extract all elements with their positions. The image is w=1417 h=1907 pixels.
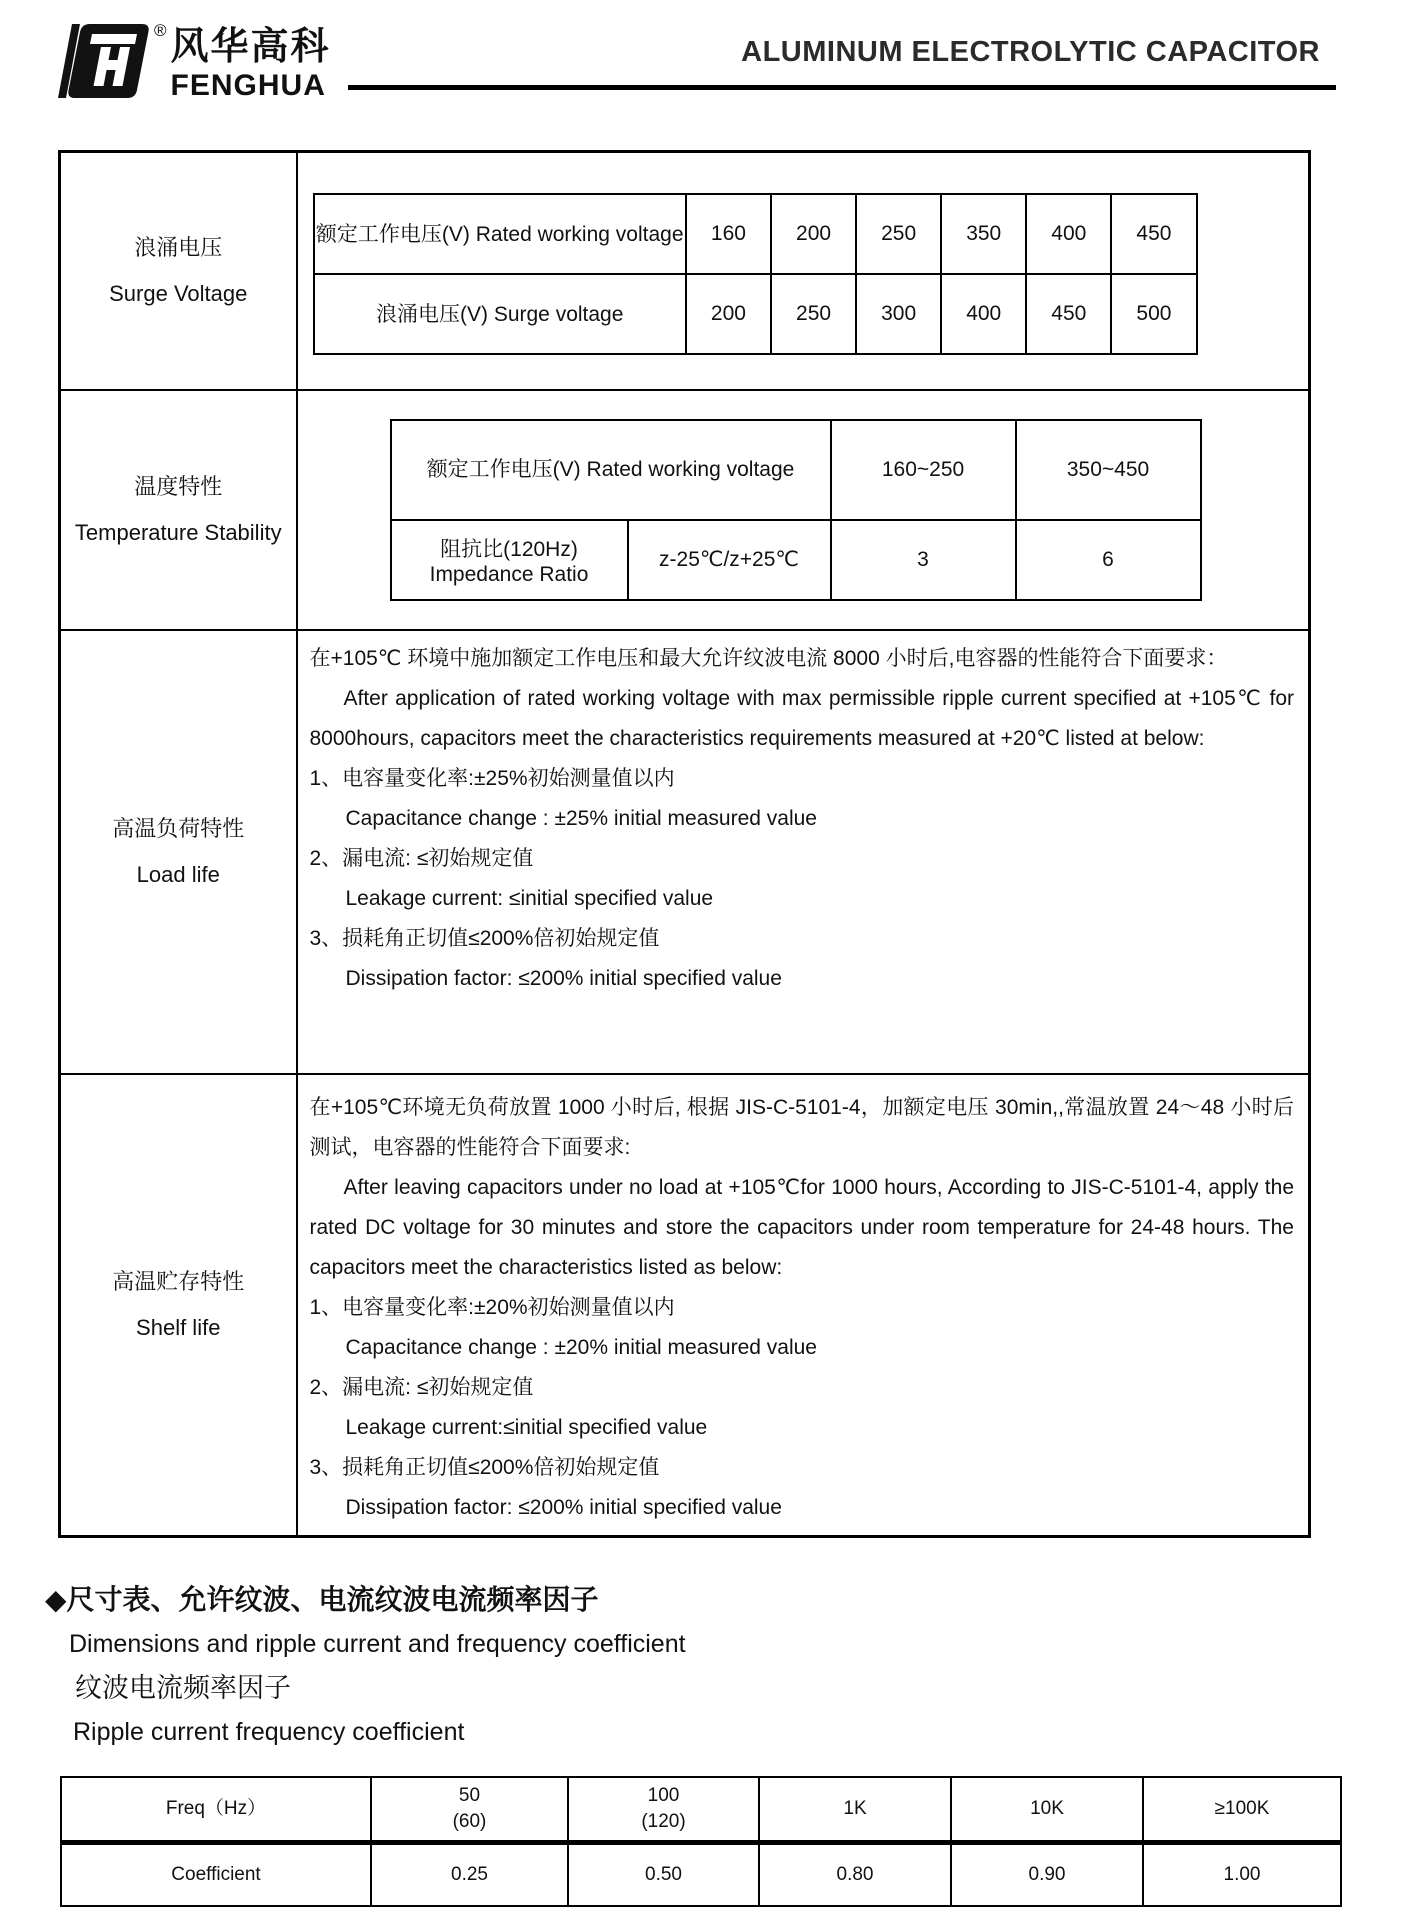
- impedance-ratio-label: [391, 520, 628, 600]
- temp-rated-header: [391, 420, 831, 520]
- coefficient-row: [61, 1843, 1341, 1907]
- rated-voltage-header-en: Rated working voltage: [475, 222, 684, 246]
- fenghua-logo-icon: [56, 20, 152, 102]
- freq-main: 100: [647, 1785, 680, 1806]
- shelf-life-intro-cn: 在+105℃环境无负荷放置 1000 小时后, 根据 JIS-C-5101-4，加额定电压 30min,,常温放置 24～48 小时后测试，电容器的性能符合下面要求:: [309, 1095, 1294, 1159]
- shelf-life-label-en: Shelf life: [136, 1314, 221, 1340]
- section-subheading-en: Ripple current frequency coefficient: [73, 1718, 465, 1746]
- load-life-label-en: Load life: [136, 861, 220, 887]
- load-life-content: [297, 630, 1310, 1074]
- shelf-life-item-en: Leakage current:≤initial specified value: [345, 1415, 708, 1439]
- section-heading: [45, 1578, 686, 1754]
- frequency-row: [61, 1777, 1341, 1843]
- section-subheading-cn: 纹波电流频率因子: [75, 1673, 291, 1703]
- shelf-life-item-en: Dissipation factor: ≤200% initial specified value: [345, 1495, 782, 1519]
- load-life-row: [60, 630, 1310, 1074]
- surge-value-header-cn: 浪涌电压(V): [375, 302, 488, 326]
- impedance-label-cn: 阻抗比(120Hz): [440, 537, 578, 561]
- load-life-intro-cn: 在+105℃ 环境中施加额定工作电压和最大允许纹波电流 8000 小时后,电容器的性能符合下面要求：: [309, 646, 1228, 670]
- load-life-label: [60, 630, 297, 1074]
- brand-logo: [56, 20, 331, 102]
- shelf-life-label: [60, 1074, 297, 1537]
- load-life-item-cn: 2、漏电流: ≤初始规定值: [309, 846, 534, 870]
- surge-voltage-table: [313, 193, 1198, 355]
- temperature-row: [60, 390, 1310, 630]
- surge-voltage-label: [60, 152, 297, 390]
- freq-header: Freq（Hz）: [61, 1777, 371, 1843]
- rated-voltage-row: [314, 194, 1197, 274]
- freq-sub: (120): [641, 1811, 686, 1832]
- load-life-text: [298, 631, 1309, 999]
- temperature-header-row: [391, 420, 1201, 520]
- impedance-row: [391, 520, 1201, 600]
- shelf-life-item-en: Capacitance change : ±20% initial measured value: [345, 1335, 817, 1359]
- section-heading-cn: ◆尺寸表、允许纹波、电流纹波电流频率因子: [45, 1584, 599, 1615]
- shelf-life-row: [60, 1074, 1310, 1537]
- temperature-label-en: Temperature Stability: [74, 519, 282, 545]
- load-life-item-cn: 3、损耗角正切值≤200%倍初始规定值: [309, 926, 660, 950]
- brand-name-cn: 风华高科: [170, 26, 331, 68]
- coefficient-value: 0.90: [951, 1843, 1143, 1907]
- rated-voltage-header-cn: 额定工作电压(V): [315, 222, 470, 246]
- surge-voltage-value: 400: [941, 274, 1026, 354]
- voltage-range: 350~450: [1016, 420, 1201, 520]
- surge-label-cn: 浪涌电压: [134, 234, 223, 260]
- temperature-label-cn: 温度特性: [134, 473, 223, 499]
- freq-col: [371, 1777, 568, 1843]
- freq-main: ≥100K: [1214, 1798, 1270, 1819]
- load-life-item-en: Dissipation factor: ≤200% initial specified value: [345, 966, 782, 990]
- shelf-life-text: [298, 1075, 1309, 1528]
- freq-sub: (60): [452, 1811, 487, 1832]
- rated-voltage-value: 450: [1111, 194, 1196, 274]
- rated-voltage-value: 400: [1026, 194, 1111, 274]
- shelf-life-label-cn: 高温贮存特性: [112, 1268, 245, 1294]
- surge-voltage-row: [60, 152, 1310, 390]
- rated-voltage-header: [314, 194, 686, 274]
- surge-value-row: [314, 274, 1197, 354]
- shelf-life-item-cn: 1、电容量变化率:±20%初始测量值以内: [309, 1295, 675, 1319]
- surge-value-header-en: Surge voltage: [493, 302, 624, 326]
- coefficient-header: Coefficient: [61, 1843, 371, 1907]
- freq-col: [759, 1777, 951, 1843]
- freq-col: [951, 1777, 1143, 1843]
- impedance-value: 6: [1016, 520, 1201, 600]
- title-underline: [348, 85, 1336, 90]
- spec-table: [58, 150, 1311, 1538]
- temperature-content: [297, 390, 1310, 630]
- surge-voltage-value: 200: [686, 274, 771, 354]
- coefficient-value: 0.25: [371, 1843, 568, 1907]
- frequency-coefficient-table: [60, 1776, 1342, 1907]
- voltage-range: 160~250: [831, 420, 1016, 520]
- load-life-intro-en: After application of rated working voltage with max permissible ripple current specified at +105℃ for 8000hours, capacitors meet the characteristics requirements measured at +20℃ listed at below:: [309, 686, 1294, 750]
- shelf-life-item-cn: 2、漏电流: ≤初始规定值: [309, 1375, 534, 1399]
- rated-voltage-value: 200: [771, 194, 856, 274]
- surge-value-header: [314, 274, 686, 354]
- rated-voltage-value: 350: [941, 194, 1026, 274]
- surge-voltage-value: 250: [771, 274, 856, 354]
- surge-voltage-value: 500: [1111, 274, 1196, 354]
- surge-voltage-content: [297, 152, 1310, 390]
- shelf-life-item-cn: 3、损耗角正切值≤200%倍初始规定值: [309, 1455, 660, 1479]
- surge-voltage-value: 300: [856, 274, 941, 354]
- coefficient-value: 0.80: [759, 1843, 951, 1907]
- rated-voltage-value: 250: [856, 194, 941, 274]
- freq-main: 50: [458, 1785, 481, 1806]
- surge-label-en: Surge Voltage: [109, 280, 248, 306]
- load-life-item-cn: 1、电容量变化率:±25%初始测量值以内: [309, 766, 675, 790]
- coefficient-value: 1.00: [1143, 1843, 1341, 1907]
- page-title: ALUMINUM ELECTROLYTIC CAPACITOR: [741, 36, 1320, 68]
- surge-voltage-value: 450: [1026, 274, 1111, 354]
- freq-col: [1143, 1777, 1341, 1843]
- freq-main: 10K: [1030, 1798, 1064, 1819]
- temp-rated-header-en: Rated working voltage: [586, 457, 795, 481]
- coefficient-value: 0.50: [568, 1843, 759, 1907]
- section-heading-en: Dimensions and ripple current and frequency coefficient: [69, 1630, 686, 1658]
- brand-name-en: FENGHUA: [170, 68, 326, 102]
- temp-rated-header-cn: 额定工作电压(V): [426, 457, 581, 481]
- shelf-life-content: [297, 1074, 1310, 1537]
- brand-name: [171, 28, 331, 101]
- registered-mark: ®: [154, 21, 167, 40]
- temperature-label: [60, 390, 297, 630]
- load-life-label-cn: 高温负荷特性: [112, 815, 245, 841]
- rated-voltage-value: 160: [686, 194, 771, 274]
- shelf-life-intro-en: After leaving capacitors under no load at +105℃for 1000 hours, According to JIS-C-5101-4, apply the rated DC voltage for 30 minutes and store the capacitors under room temperature for 24-48 hours. The capacitors meet the characteristics listed as below:: [309, 1175, 1294, 1279]
- load-life-item-en: Leakage current: ≤initial specified value: [345, 886, 714, 910]
- load-life-item-en: Capacitance change : ±25% initial measured value: [345, 806, 817, 830]
- freq-col: [568, 1777, 759, 1843]
- impedance-condition: z-25℃/z+25℃: [628, 520, 831, 600]
- impedance-value: 3: [831, 520, 1016, 600]
- freq-main: 1K: [843, 1798, 867, 1819]
- impedance-label-en: Impedance Ratio: [429, 562, 589, 586]
- temperature-table: [390, 419, 1202, 601]
